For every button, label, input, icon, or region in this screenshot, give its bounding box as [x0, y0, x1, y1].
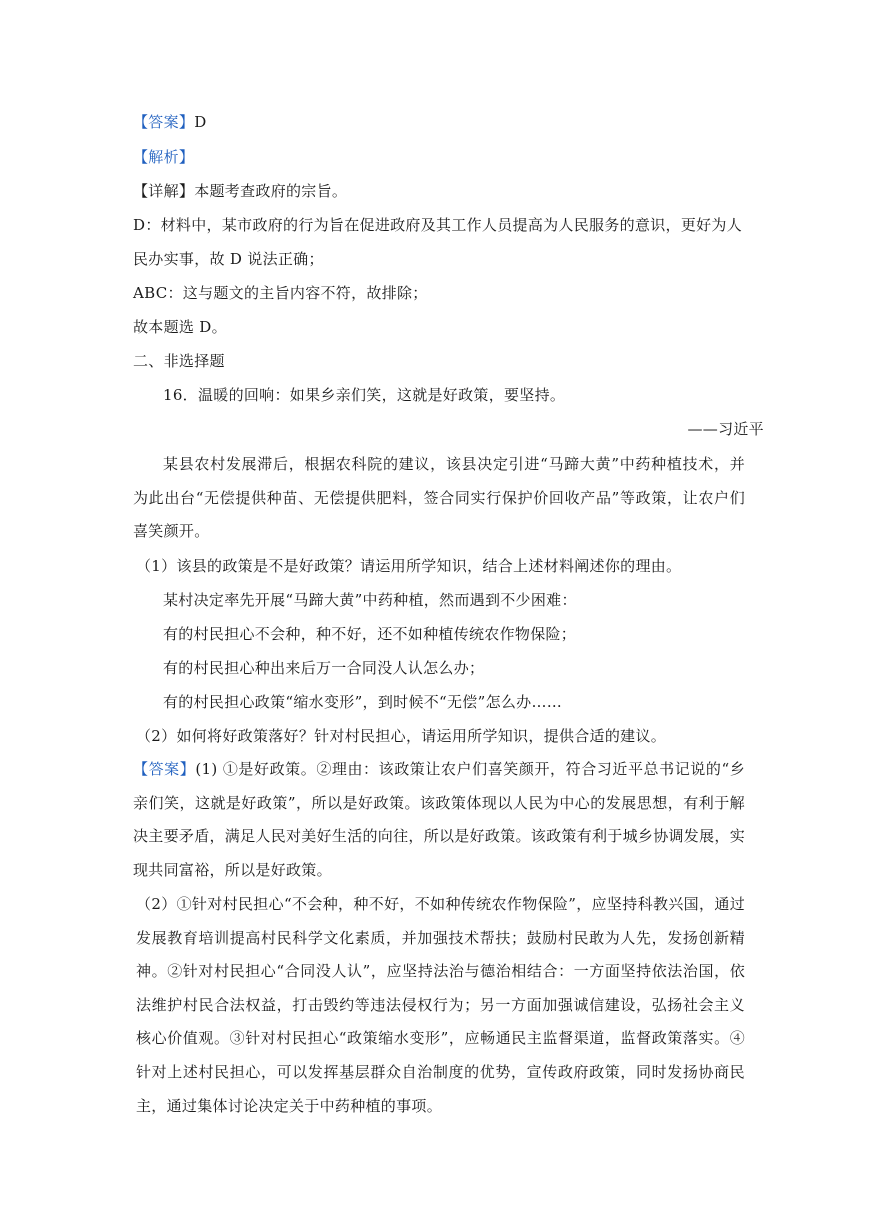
material2-line4: 有的村民担心政策“缩水变形”，到时候不“无偿”怎么办……: [163, 693, 563, 711]
question-16-part2: （2）如何将好政策落好？针对村民担心，请运用所学知识，提供合适的建议。: [136, 727, 667, 745]
explanation-d-line1: D：材料中，某市政府的行为旨在促进政府及其工作人员提高为人民服务的意识，更好为人: [133, 216, 743, 234]
quote-attribution: ——习近平: [687, 420, 764, 438]
material2-line2: 有的村民担心不会种，种不好，还不如种植传统农作物保险；: [163, 625, 577, 643]
answer-value: D: [194, 113, 207, 131]
answer-part1: [133, 753, 745, 887]
analysis-tag: 【解析】: [133, 148, 195, 166]
question-16-quote: 16．温暖的回响：如果乡亲们笑，这就是好政策，要坚持。: [163, 386, 566, 404]
answer-part2: （2）①针对村民担心“不会种，种不好，不如种传统农作物保险”，应坚持科教兴国，通过发展教育培训提高村民科学文化素质，并加强技术帮扶；鼓励村民敢为人先，发扬创新精神。②针对村民担心“合同没人认”，应坚持法治与德治相结合：一方面坚持依法治国，依法维护村民合法权益，打击毁约等违法侵权行为；另一方面加强诚信建设，弘扬社会主义核心价值观。③针对村民担心“政策缩水变形”，应畅通民主监督渠道，监督政策落实。④针对上述村民担心，可以发挥基层群众自治制度的优势，宣传政府政策，同时发扬协商民主，通过集体讨论决定关于中药种植的事项。: [136, 895, 745, 1115]
detail-tag: 【详解】: [133, 182, 195, 200]
answer2-tag: 【答案】: [133, 760, 196, 778]
answer2-part1-text: (1) ①是好政策。②理由：该政策让农户们喜笑颜开，符合习近平总书记说的“乡亲们笑，这就是好政策”，所以是好政策。该政策体现以人民为中心的发展思想，有利于解决主要矛盾，满足人民对美好生活的向往，所以是好政策。该政策有利于城乡协调发展，实现共同富裕，所以是好政策。: [133, 760, 746, 879]
section-heading: 二、非选择题: [133, 352, 225, 370]
material2-line3: 有的村民担心种出来后万一合同没人认怎么办；: [163, 659, 485, 677]
detail-line: [133, 181, 743, 201]
detail-text: 本题考查政府的宗旨。: [194, 182, 348, 200]
explanation-abc: ABC：这与题文的主旨内容不符，故排除；: [133, 284, 428, 302]
explanation-d-line2: 民办实事，故 D 说法正确；: [133, 250, 324, 268]
answer-tag: 【答案】: [133, 113, 195, 131]
material2-line1: 某村决定率先开展“马蹄大黄”中药种植，然而遇到不少困难：: [163, 591, 577, 609]
analysis-line: [133, 147, 743, 167]
conclusion: 故本题选 D。: [133, 318, 227, 336]
answer-line: [133, 112, 743, 132]
question-16-part1: （1）该县的政策是不是好政策？请运用所学知识，结合上述材料阐述你的理由。: [136, 557, 682, 575]
question-16-material: 某县农村发展滞后，根据农科院的建议，该县决定引进“马蹄大黄”中药种植技术，并为此出台“无偿提供种苗、无偿提供肥料，签合同实行保护价回收产品”等政策，让农户们喜笑颜开。: [133, 455, 745, 541]
